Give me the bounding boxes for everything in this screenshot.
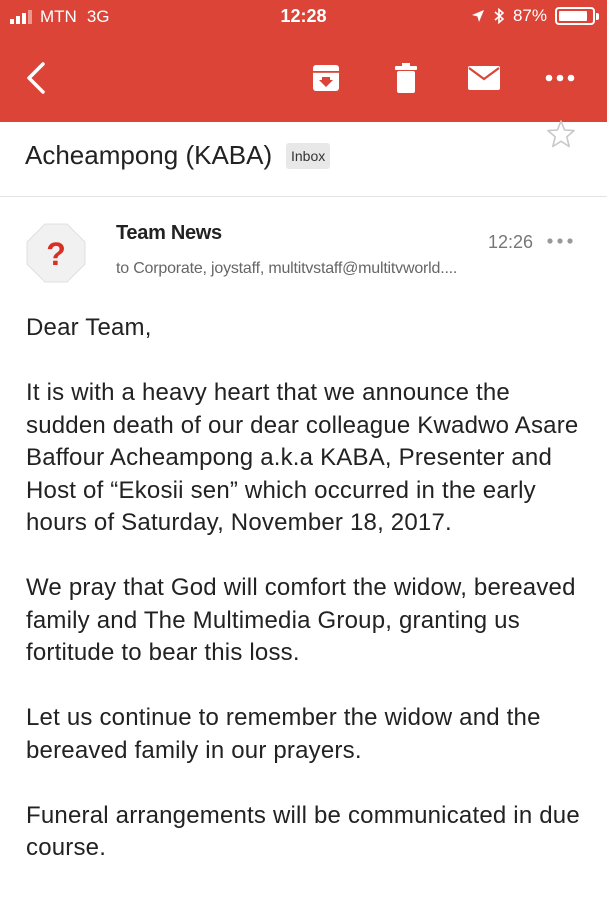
more-dots-icon — [545, 231, 579, 251]
chevron-left-icon — [24, 61, 48, 95]
archive-icon — [312, 63, 340, 93]
status-right — [471, 6, 599, 26]
message-more-button[interactable] — [545, 231, 579, 251]
carrier-name: MTN — [40, 7, 77, 26]
app-bar — [0, 0, 607, 122]
status-bar — [0, 0, 607, 34]
mark-unread-button[interactable] — [460, 56, 508, 100]
battery-fill — [559, 11, 587, 21]
sender-avatar[interactable] — [25, 222, 87, 284]
message-body — [26, 312, 586, 897]
body-paragraph: Dear Team, — [26, 314, 152, 341]
body-paragraph: We pray that God will comfort the widow, bereaved family and The Multimedia Group, granting us fortitude to bear this loss. — [26, 574, 576, 666]
network-type: 3G — [86, 7, 110, 26]
delete-button[interactable] — [382, 56, 430, 100]
recipients-line[interactable]: to Corporate, joystaff, multitvstaff@multitvworld.... — [116, 260, 458, 277]
star-button[interactable] — [545, 118, 577, 150]
location-arrow-icon — [471, 9, 485, 23]
more-button[interactable] — [536, 56, 584, 100]
back-button[interactable] — [12, 56, 60, 100]
more-dots-icon — [545, 74, 575, 82]
battery-percent: 87% — [512, 6, 547, 25]
avatar-glyph: ? — [46, 236, 66, 272]
avatar-octagon — [25, 222, 87, 284]
body-paragraph: It is with a heavy heart that we announce the sudden death of our dear colleague Kwadwo Asare Baffour Acheampong a.k.a KABA, Presenter and Host of “Ekosii sen” which occurred in the early hours of Saturday, November 18, 2017. — [26, 379, 579, 536]
status-time: 12:28 — [280, 6, 327, 26]
body-paragraph: Funeral arrangements will be communicated in due course. — [26, 801, 580, 861]
bluetooth-icon — [493, 7, 505, 25]
sender-name[interactable]: Team News — [116, 222, 222, 244]
archive-button[interactable] — [302, 56, 350, 100]
thread-subject: Acheampong (KABA) — [25, 140, 273, 170]
envelope-icon — [467, 65, 501, 91]
message-time: 12:26 — [488, 232, 534, 252]
star-outline-icon — [545, 118, 577, 150]
inbox-label[interactable]: Inbox — [286, 143, 330, 169]
trash-icon — [394, 62, 418, 94]
body-paragraph: Let us continue to remember the widow and the bereaved family in our prayers. — [26, 704, 541, 764]
battery-icon — [555, 7, 599, 25]
